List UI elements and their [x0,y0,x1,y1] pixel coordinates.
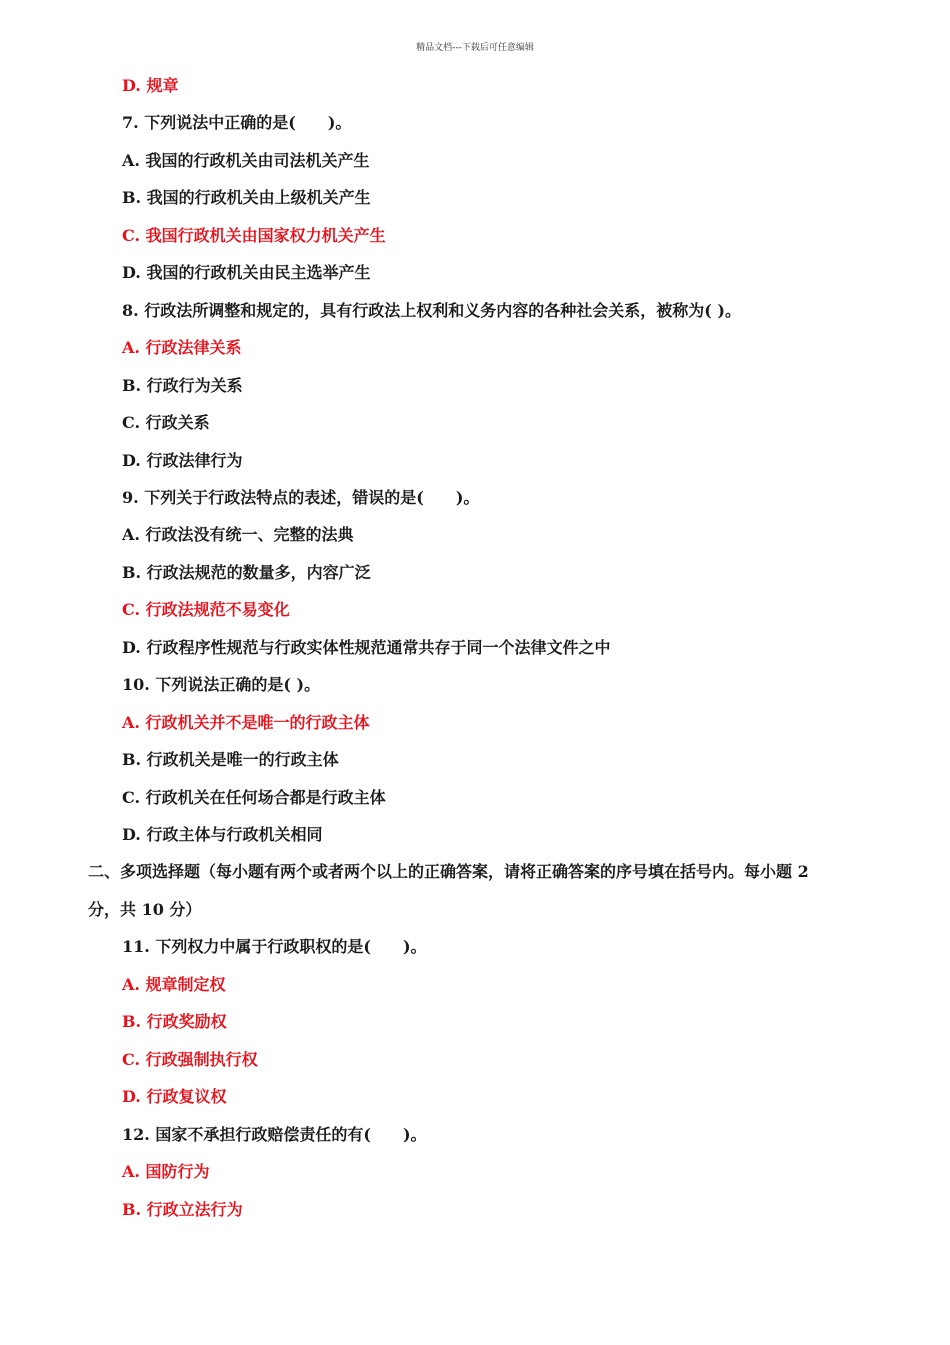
answer-option-line: C. 我国行政机关由国家权力机关产生 [122,226,386,245]
answer-option-line: A. 行政法律关系 [122,338,242,357]
question-text-line: B. 我国的行政机关由上级机关产生 [122,188,371,207]
question-text-line: 9. 下列关于行政法特点的表述，错误的是( )。 [122,488,480,507]
answer-option-line: B. 行政奖励权 [122,1012,227,1031]
answer-option-line: A. 国防行为 [122,1162,210,1181]
question-text-line: B. 行政行为关系 [122,376,243,395]
question-text-line: 10. 下列说法正确的是( )。 [122,675,321,694]
question-text-line: A. 行政法没有统一、完整的法典 [122,525,354,544]
question-text-line: 12. 国家不承担行政赔偿责任的有( )。 [122,1125,427,1144]
question-text-line: D. 行政法律行为 [122,451,243,470]
question-text-line: D. 行政主体与行政机关相同 [122,825,323,844]
answer-option-line: D. 行政复议权 [122,1087,227,1106]
question-text-line: 8. 行政法所调整和规定的，具有行政法上权利和义务内容的各种社会关系，被称为( )。 [122,301,741,320]
answer-option-line: B. 行政立法行为 [122,1200,243,1219]
answer-option-line: D. 规章 [122,76,179,95]
question-text-line: 7. 下列说法中正确的是( )。 [122,113,352,132]
question-text-line: B. 行政机关是唯一的行政主体 [122,750,339,769]
section-heading-line: 分，共 10 分） [88,900,202,919]
answer-option-line: C. 行政强制执行权 [122,1050,258,1069]
question-text-line: 11. 下列权力中属于行政职权的是( )。 [122,937,427,956]
answer-option-line: C. 行政法规范不易变化 [122,600,290,619]
answer-option-line: A. 规章制定权 [122,975,226,994]
question-text-line: C. 行政关系 [122,413,210,432]
question-text-line: D. 我国的行政机关由民主选举产生 [122,263,371,282]
question-text-line: B. 行政法规范的数量多，内容广泛 [122,563,371,582]
page-header: 精品文档---下载后可任意编辑 [416,43,534,53]
section-heading-line: 二、多项选择题（每小题有两个或者两个以上的正确答案，请将正确答案的序号填在括号内。每小题 2 [88,862,809,881]
question-text-line: D. 行政程序性规范与行政实体性规范通常共存于同一个法律文件之中 [122,638,611,657]
question-text-line: C. 行政机关在任何场合都是行政主体 [122,788,386,807]
question-text-line: A. 我国的行政机关由司法机关产生 [122,151,370,170]
answer-option-line: A. 行政机关并不是唯一的行政主体 [122,713,370,732]
